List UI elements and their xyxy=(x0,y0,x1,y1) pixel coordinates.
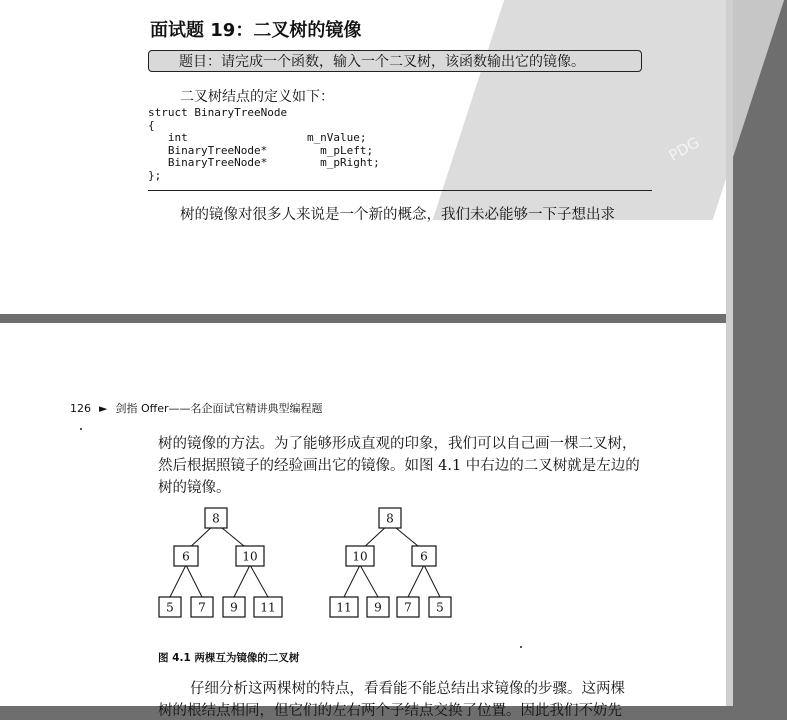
paragraph-line: 然后根据照镜子的经验画出它的镜像。如图 4.1 中右边的二叉树就是左边的 xyxy=(158,458,640,474)
tree-edge xyxy=(424,565,440,597)
watermark-text: PDG xyxy=(665,133,703,165)
tree-node-value: 5 xyxy=(166,600,174,615)
tree-edge xyxy=(186,565,202,597)
tree-node-value: 7 xyxy=(404,600,412,615)
tree-node-value: 11 xyxy=(260,600,276,615)
figure-caption: 图 4.1 两棵互为镜像的二叉树 xyxy=(158,652,300,664)
body-paragraph xyxy=(158,433,663,499)
tree-node-value: 10 xyxy=(352,549,368,564)
tree-edge xyxy=(360,565,378,597)
tree-edge xyxy=(170,565,186,597)
tree-node-value: 9 xyxy=(230,600,238,615)
last-paragraph: 仔细分析这两棵树的特点，看看能不能总结出求镜像的步骤。这两棵 xyxy=(190,681,625,697)
book-title: 剑指 Offer——名企面试官精讲典型编程题 xyxy=(115,402,323,415)
scan-speck xyxy=(80,428,82,430)
tree-node-value: 7 xyxy=(198,600,206,615)
section-title: 面试题 19：二叉树的镜像 xyxy=(150,20,362,41)
tree-edge xyxy=(408,565,424,597)
tree-node-value: 6 xyxy=(182,549,190,564)
bottom-page xyxy=(0,323,726,719)
tree-edge xyxy=(250,565,268,597)
top-page xyxy=(0,0,726,314)
tree-node-value: 8 xyxy=(386,511,394,526)
tree-edge xyxy=(344,565,360,597)
question-box: 题目：请完成一个函数，输入一个二叉树，该函数输出它的镜像。 xyxy=(148,50,642,72)
tree-node-value: 11 xyxy=(336,600,352,615)
tree-node-value: 8 xyxy=(212,511,220,526)
binary-trees-figure xyxy=(150,503,470,643)
arrow-icon: ► xyxy=(99,402,108,415)
code-divider xyxy=(148,190,652,191)
code-block: struct BinaryTreeNode { int m_nValue; BinaryTreeNode* m_pLeft; BinaryTreeNode* m_pRight; }; xyxy=(148,106,380,182)
last-paragraph-continued: 树的根结点相同，但它们的左右两个子结点交换了位置。因此我们不妨先 xyxy=(158,703,622,719)
page-header xyxy=(70,400,323,416)
watermark-stamp xyxy=(433,0,787,220)
paragraph-line: 树的镜像。 xyxy=(158,480,231,496)
scrollbar-track[interactable] xyxy=(726,0,733,706)
paragraph-line: 树的镜像的方法。为了能够形成直观的印象，我们可以自己画一棵二叉树， xyxy=(158,436,637,452)
tree-edge xyxy=(234,565,250,597)
tree-node-value: 9 xyxy=(374,600,382,615)
tree-node-value: 6 xyxy=(420,549,428,564)
tree-node-value: 5 xyxy=(436,600,444,615)
scan-speck xyxy=(520,646,522,648)
definition-label: 二叉树结点的定义如下： xyxy=(180,89,334,105)
page-number: 126 xyxy=(70,402,91,415)
paragraph: 树的镜像对很多人来说是一个新的概念，我们未必能够一下子想出求 xyxy=(180,207,615,223)
tree-node-value: 10 xyxy=(242,549,258,564)
